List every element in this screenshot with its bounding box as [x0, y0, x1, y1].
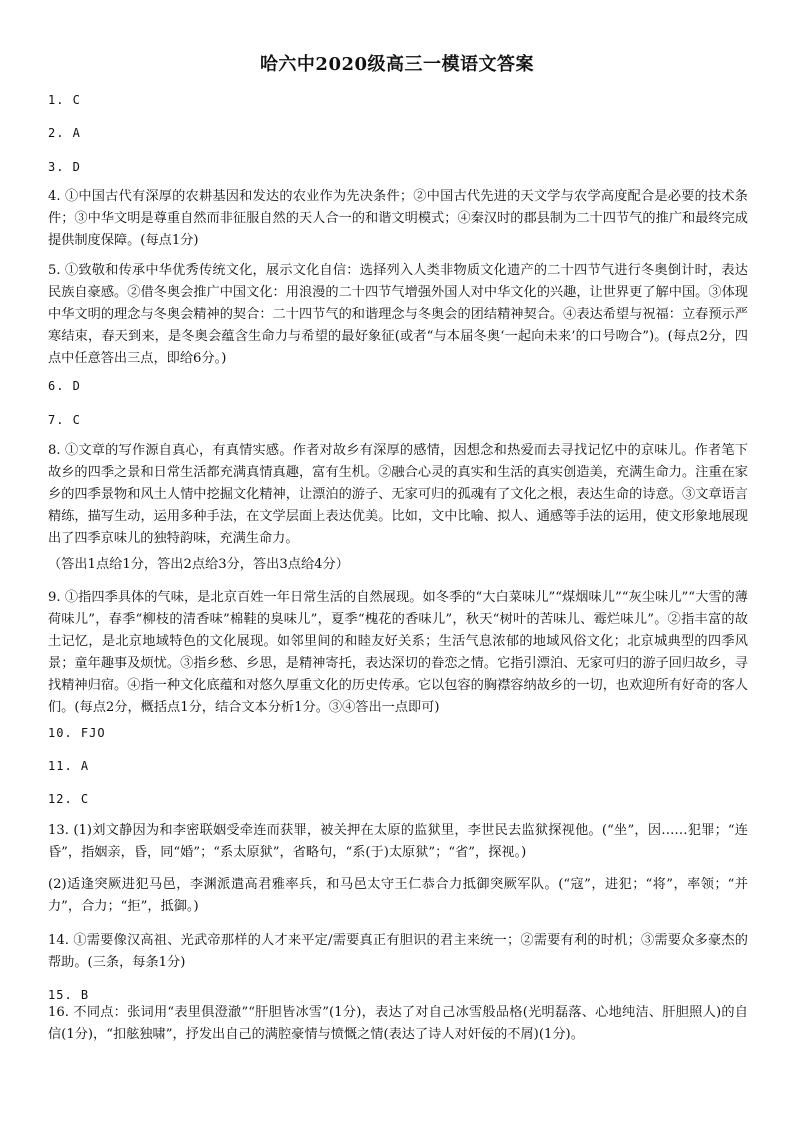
answer-16: 16. 不同点：张词用“表里俱澄澈”“肝胆皆冰雪”(1分)，表达了对自己冰雪般品格(光明磊落、心地纯洁、肝胆照人)的自信(1分)，“扣舷独啸”，抒发出自己的满腔豪情与愤慨之情(表达了诗人对奸佞的不屑)(1分)。: [48, 1005, 748, 1042]
answer-8-scoring: （答出1点给1分，答出2点给3分，答出3点给4分）: [48, 557, 349, 572]
answer-10: 10. FJO: [48, 726, 106, 740]
page-title: 哈六中2020级高三一模语文答案: [259, 54, 535, 75]
answer-3: 3. D: [48, 160, 81, 174]
answer-8: 8. ①文章的写作源自真心，有真情实感。作者对故乡有深厚的感情，因想念和热爱而去寻找记忆中的京味儿。作者笔下故乡的四季之景和日常生活都充满真情真趣，富有生机。②融合心灵的真实和生活的真实创造美，充满生命力。注重在家乡的四季景物和风土人情中挖掘文化精神，让漂泊的游子、无家可归的孤魂有了文化之根，表达生命的诗意。③文章语言精练，描写生动，运用多种手法，在文学层面上表达优美。比如，文中比喻、拟人、通感等手法的运用，使文形象地展现出了四季京味儿的独特韵味，充满生命力。: [48, 443, 748, 546]
answer-14: 14. ①需要像汉高祖、光武帝那样的人才来平定/需要真正有胆识的君主来统一；②需要有利的时机；③需要众多豪杰的帮助。(三条，每条1分): [48, 933, 748, 970]
answer-15: 15. B: [48, 988, 90, 1002]
answer-12: 12. C: [48, 792, 90, 806]
answer-11: 11. A: [48, 759, 90, 773]
answer-9: 9. ①指四季具体的气味，是北京百姓一年日常生活的自然展现。如冬季的“大白菜味儿”“煤烟味儿”“灰尘味儿”“大雪的薄荷味儿”，春季“柳枝的清香味”棉鞋的臭味儿”，夏季“槐花的香味儿”，秋天“树叶的苦味儿、霉烂味儿”。②指丰富的故土记忆，是北京地域特色的文化展现。如邻里间的和睦友好关系；生活气息浓郁的地域风俗文化；北京城典型的四季风景；童年趣事及烦忧。③指乡愁、乡思，是精神寄托，表达深切的眷恋之情。它指引漂泊、无家可归的游子回归故乡，寻找精神归宿。④指一种文化底蕴和对悠久厚重文化的历史传承。它以包容的胸襟容纳故乡的一切，也欢迎所有好奇的客人们。(每点2分，概括点1分，结合文本分析1分。③④答出一点即可): [48, 590, 748, 715]
answer-1: 1. C: [48, 93, 81, 107]
answer-4: 4. ①中国古代有深厚的农耕基因和发达的农业作为先决条件；②中国古代先进的天文学与农学高度配合是必要的技术条件；③中华文明是尊重自然而非征服自然的天人合一的和谐文明模式；④秦汉时的郡县制为二十四节气的推广和最终完成提供制度保障。(每点1分): [48, 189, 748, 248]
answer-5: 5. ①致敬和传承中华优秀传统文化，展示文化自信：选择列入人类非物质文化遗产的二十四节气进行冬奥倒计时，表达民族自豪感。②借冬奥会推广中国文化：用浪漫的二十四节气增强外国人对中华文化的兴趣，让世界更了解中国。③体现中华文明的理念与冬奥会精神的契合：二十四节气的和谐理念与冬奥会的团结精神契合。④表达希望与祝福：立春预示严寒结束，春天到来，是冬奥会蕴含生命力与希望的最好象征(或者“与本届冬奥‘一起向未来’的口号吻合”)。(每点2分，四点中任意答出三点，即给6分。): [48, 263, 748, 366]
answer-13-part-2: (2)适逢突厥进犯马邑，李渊派遣高君雅率兵，和马邑太守王仁恭合力抵御突厥军队。(“寇”，进犯；“将”，率领；“并力”，合力；“拒”，抵御。): [48, 877, 748, 914]
answer-7: 7. C: [48, 413, 81, 427]
answer-13-part-1: 13. (1)刘文静因为和李密联姻受牵连而获罪，被关押在太原的监狱里，李世民去监狱探视他。(“坐”，因……犯罪；“连昏”，指姻亲，昏，同“婚”；“系太原狱”，省略句，“系(于)太原狱”；“省”，探视。): [48, 823, 748, 860]
answer-2: 2. A: [48, 126, 81, 140]
answer-6: 6. D: [48, 379, 81, 393]
